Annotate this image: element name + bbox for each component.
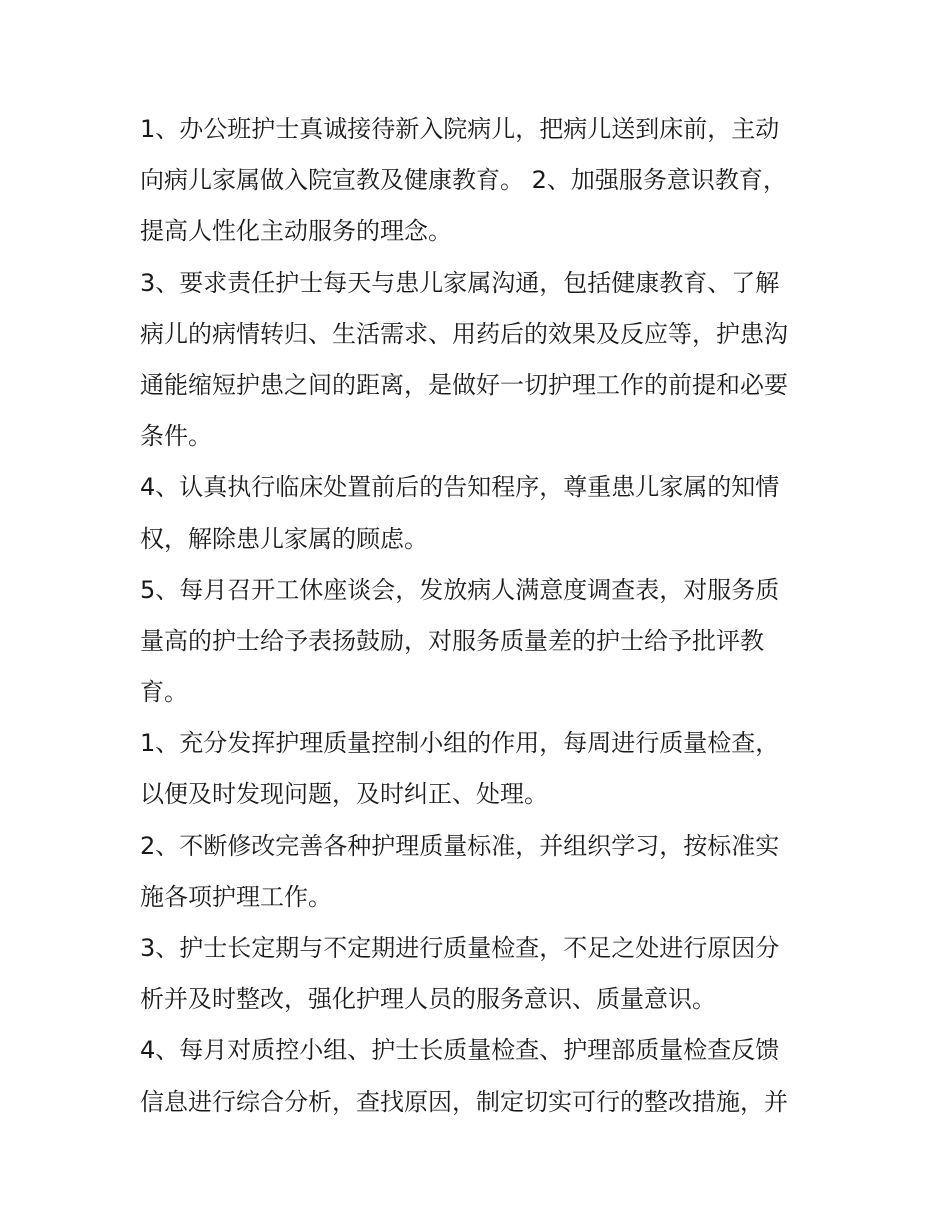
- text-line: 通能缩短护患之间的距离，是做好一切护理工作的前提和必要: [140, 370, 788, 399]
- text-line: 5、每月召开工休座谈会，发放病人满意度调查表，对服务质: [140, 575, 780, 604]
- text-line: 条件。: [140, 422, 212, 451]
- text-line: 施各项护理工作。: [140, 882, 332, 911]
- text-line: 提高人性化主动服务的理念。: [140, 217, 452, 246]
- paragraph-2: [140, 258, 820, 463]
- text-line: 3、护士长定期与不定期进行质量检查，不足之处进行原因分: [140, 934, 780, 962]
- document-body: [140, 104, 820, 1128]
- text-line: 析并及时整改，强化护理人员的服务意识、质量意识。: [140, 985, 716, 1014]
- text-line: 权，解除患儿家属的顾虑。: [140, 524, 428, 553]
- paragraph-5: [140, 718, 820, 820]
- paragraph-3: [140, 462, 820, 564]
- paragraph-4: [140, 565, 820, 719]
- paragraph-1: [140, 104, 820, 258]
- text-line: 3、要求责任护士每天与患儿家属沟通，包括健康教育、了解: [140, 268, 780, 297]
- text-line: 4、认真执行临床处置前后的告知程序，尊重患儿家属的知情: [140, 473, 780, 502]
- text-line: 信息进行综合分析，查找原因，制定切实可行的整改措施，并: [140, 1087, 788, 1116]
- text-line: 向病儿家属做入院宣教及健康教育。 2、加强服务意识教育，: [140, 166, 787, 195]
- paragraph-7: [140, 923, 820, 1025]
- text-line: 1、办公班护士真诚接待新入院病儿，把病儿送到床前，主动: [140, 115, 780, 143]
- text-line: 1、充分发挥护理质量控制小组的作用，每周进行质量检查，: [140, 729, 780, 758]
- paragraph-6: [140, 821, 820, 923]
- text-line: 育。: [140, 678, 188, 707]
- paragraph-8: [140, 1025, 820, 1127]
- text-line: 2、不断修改完善各种护理质量标准，并组织学习，按标准实: [140, 831, 780, 860]
- text-line: 4、每月对质控小组、护士长质量检查、护理部质量检查反馈: [140, 1036, 780, 1065]
- text-line: 以便及时发现问题，及时纠正、处理。: [140, 780, 548, 809]
- text-line: 病儿的病情转归、生活需求、用药后的效果及反应等，护患沟: [140, 319, 788, 348]
- text-line: 量高的护士给予表扬鼓励，对服务质量差的护士给予批评教: [140, 626, 764, 655]
